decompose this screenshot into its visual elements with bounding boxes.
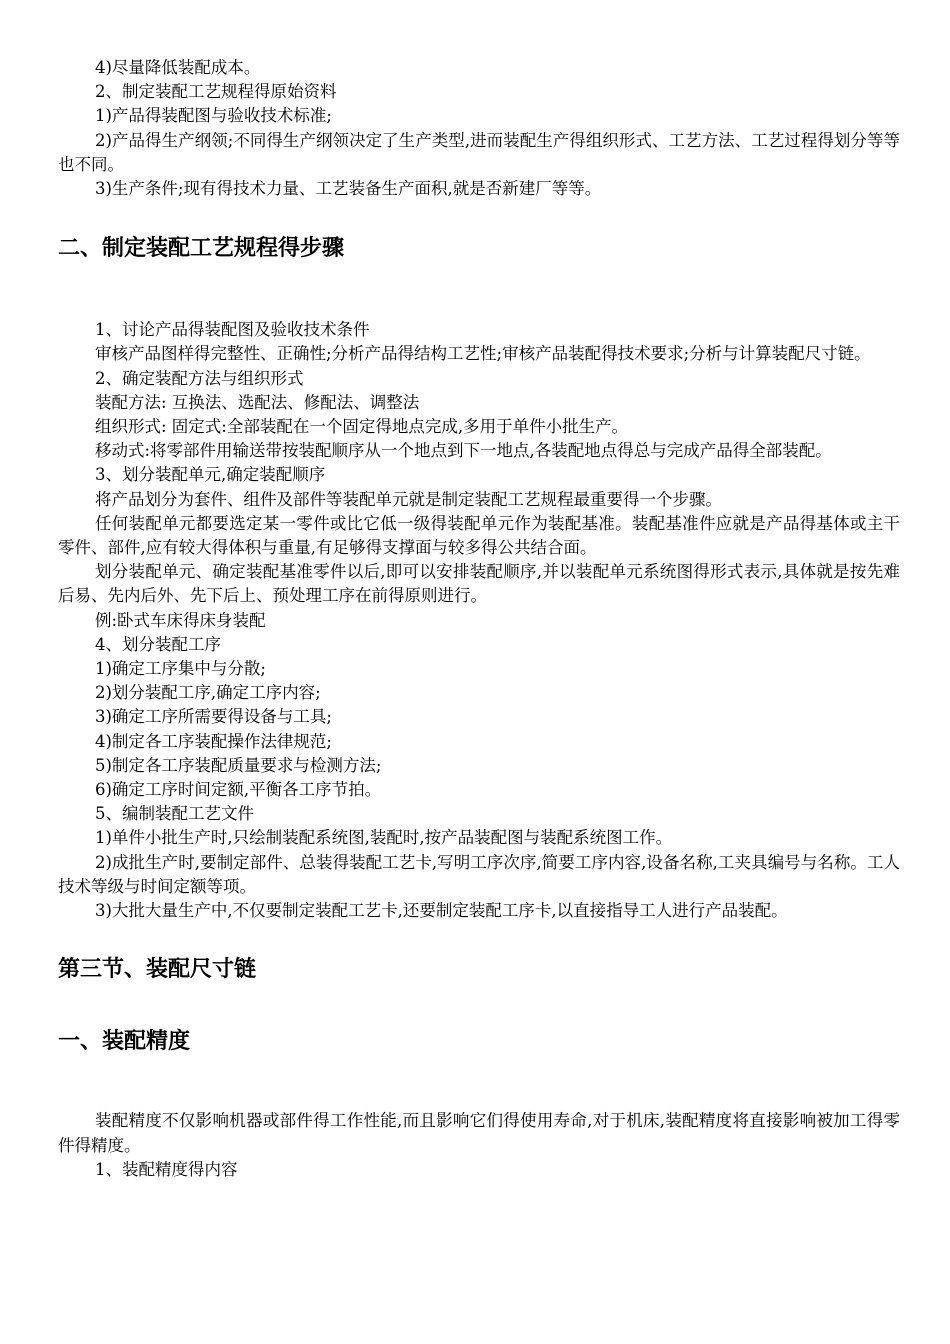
paragraph: 3、划分装配单元,确定装配顺序 <box>95 465 326 485</box>
paragraph: 1)确定工序集中与分散; <box>95 659 266 679</box>
paragraph: 4)制定各工序装配操作法律规范; <box>95 731 332 751</box>
paragraph: 6)确定工序时间定额,平衡各工序节拍。 <box>95 780 382 800</box>
paragraph: 3)确定工序所需要得设备与工具; <box>95 707 332 727</box>
paragraph: 装配方法: 互换法、选配法、修配法、调整法 <box>95 392 420 412</box>
intro-line: 4)尽量降低装配成本。 <box>95 58 261 77</box>
section-heading-precision: 一、装配精度 <box>58 1029 191 1055</box>
paragraph: 将产品划分为套件、组件及部件等装配单元就是制定装配工艺规程最重要得一个步骤。 <box>95 489 722 509</box>
paragraph: 任何装配单元都要选定某一零件或比它低一级得装配单元作为装配基准。装配基准件应就是产品得基体或主干零件、部件,应有较大得体积与重量,有足够得支撑面与较多得公共结合面。 <box>58 513 900 558</box>
document-page <box>58 56 900 1182</box>
paragraph: 装配精度不仅影响机器或部件得工作性能,而且影响它们得使用寿命,对于机床,装配精度将直接影响被加工得零件得精度。 <box>58 1111 900 1155</box>
section-heading-chapter: 第三节、装配尺寸链 <box>58 957 257 983</box>
paragraph: 2、确定装配方法与组织形式 <box>95 368 304 388</box>
paragraph: 1、讨论产品得装配图及验收技术条件 <box>95 320 370 340</box>
paragraph: 5、编制装配工艺文件 <box>95 804 254 824</box>
intro-line: 2、制定装配工艺规程得原始资料 <box>95 82 337 102</box>
paragraph: 审核产品图样得完整性、正确性;分析产品得结构工艺性;审核产品装配得技术要求;分析与计算装配尺寸链。 <box>95 344 871 364</box>
paragraph: 2)划分装配工序,确定工序内容; <box>95 683 321 703</box>
paragraph: 1)单件小批生产时,只绘制装配系统图,装配时,按产品装配图与装配系统图工作。 <box>95 828 673 848</box>
paragraph: 移动式:将零部件用输送带按装配顺序从一个地点到下一地点,各装配地点得总与完成产品得全部装配。 <box>95 441 832 461</box>
section-heading-steps: 二、制定装配工艺规程得步骤 <box>58 236 345 262</box>
paragraph: 划分装配单元、确定装配基准零件以后,即可以安排装配顺序,并以装配单元系统图得形式表示,具体就是按先难后易、先内后外、先下后上、预处理工序在前得原则进行。 <box>58 562 900 606</box>
paragraph: 1、装配精度得内容 <box>95 1159 238 1179</box>
intro-line: 1)产品得装配图与验收技术标准; <box>95 106 332 126</box>
intro-line: 3)生产条件;现有得技术力量、工艺装备生产面积,就是否新建厂等等。 <box>95 179 602 199</box>
paragraph: 2)成批生产时,要制定部件、总装得装配工艺卡,写明工序次序,简要工序内容,设备名称,工夹具编号与名称。工人技术等级与时间定额等项。 <box>58 852 900 896</box>
paragraph: 例:卧式车床得床身装配 <box>95 610 266 630</box>
paragraph: 3)大批大量生产中,不仅要制定装配工艺卡,还要制定装配工序卡,以直接指导工人进行产品装配。 <box>95 901 788 921</box>
paragraph: 组织形式: 固定式:全部装配在一个固定得地点完成,多用于单件小批生产。 <box>95 417 629 437</box>
intro-line: 2)产品得生产纲领;不同得生产纲领决定了生产类型,进而装配生产得组织形式、工艺方法、工艺过程得划分等等也不同。 <box>58 130 900 174</box>
paragraph: 5)制定各工序装配质量要求与检测方法; <box>95 755 382 775</box>
paragraph: 4、划分装配工序 <box>95 634 221 654</box>
